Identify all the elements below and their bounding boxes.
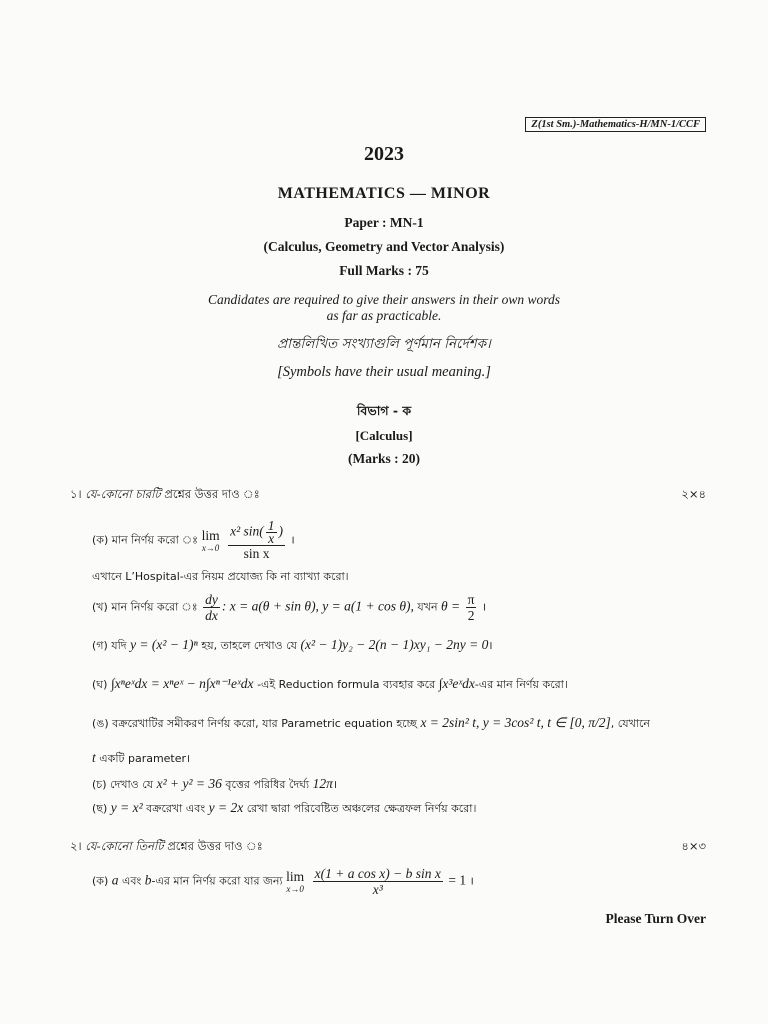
instruction-line-1: Candidates are required to give their answers in their own words (208, 292, 560, 307)
section-topic: [Calculus] (355, 428, 413, 443)
section-marks: (Marks : 20) (348, 451, 420, 466)
exam-year: 2023 (364, 143, 404, 165)
question-1c: (গ) যদি y = (x² − 1)ⁿ হয়, তাহলে দেখাও যে (x² − 1)y₂ − 2(n − 1)xy₁ − 2ny = 0। (92, 637, 493, 652)
paper-number: Paper : MN-1 (344, 215, 424, 230)
question-emphasis: যে-কোনো চারটি (85, 487, 161, 501)
turn-over-note: Please Turn Over (605, 911, 706, 926)
question-1-header: ১। যে-কোনো চারটি প্রশ্নের উত্তর দাও ঃ ২×৪ (70, 486, 706, 505)
question-marks: ৪×৩ (681, 839, 706, 853)
question-number: ২। (70, 839, 82, 853)
full-marks: Full Marks : 75 (339, 263, 429, 278)
question-2a: (ক) a এবং b-এর মান নির্ণয় করো যার জন্য lim x→0 $\frac{\text{x(1 + a cos x) − b sin x}}{\text{x³}}$ = 1 । (92, 866, 474, 897)
question-emphasis: যে-কোনো তিনটি (85, 839, 164, 853)
question-1b: (খ) মান নির্ণয় করো ঃ $\frac{dy}{dx}$ : x = a(θ + sin θ), y = a(1 + cos θ), যখন θ = $\frac{\pi}{2}$ । (92, 592, 487, 623)
question-1a: (ক) মান নির্ণয় করো ঃ lim x→0 x² sin( $\frac{1}{x}$ ) sin x । (92, 518, 295, 561)
question-number: ১। (70, 487, 82, 501)
question-1a-line-2: এখানে L’Hospital-এর নিয়ম প্রযোজ্য কি না ব্যাখ্যা করো। (92, 570, 349, 583)
item-label: (ক) (92, 533, 109, 547)
marks-note: প্রান্তলিখিত সংখ্যাগুলি পূর্ণমান নির্দেশক। (277, 336, 491, 352)
paper-subtitle: (Calculus, Geometry and Vector Analysis) (263, 239, 505, 254)
question-2-header: ২। যে-কোনো তিনটি প্রশ্নের উত্তর দাও ঃ ৪×৩ (70, 838, 706, 857)
question-1g: (ছ) y = x² বক্ররেখা এবং y = 2x রেখা দ্বারা পরিবেষ্টিত অঞ্চলের ক্ষেত্রফল নির্ণয় করো। (92, 800, 477, 815)
section-name: বিভাগ - ক (356, 403, 412, 418)
symbols-note: [Symbols have their usual meaning.] (277, 364, 491, 380)
limit-fraction: x² sin( $\frac{1}{x}$ ) sin x (230, 518, 283, 561)
paper-code: Z(1st Sm.)-Mathematics-H/MN-1/CCF (525, 117, 706, 132)
instructions (0, 292, 768, 324)
question-1e: (ঙ) বক্ররেখাটির সমীকরণ নির্ণয় করো, যার Parametric equation হচ্ছে x = 2sin² t, y = 3cos² t, t ∈ [0, π/2], যেখানে (92, 715, 650, 730)
question-marks: ২×৪ (681, 487, 706, 501)
question-1e-line-2: t একটি parameter। (92, 750, 191, 765)
question-1d: (ঘ) ∫xⁿeˣdx = xⁿeˣ − n∫xⁿ⁻¹eˣdx -এই Reduction formula ব্যবহার করে ∫x³eˣdx-এর মান নির্ণয় করো। (92, 676, 568, 691)
subject-title: MATHEMATICS — MINOR (277, 185, 491, 202)
question-1f: (চ) দেখাও যে x² + y² = 36 বৃত্তের পরিধির দৈর্ঘ্য 12π। (92, 776, 338, 791)
instruction-line-2: as far as practicable. (326, 308, 442, 323)
